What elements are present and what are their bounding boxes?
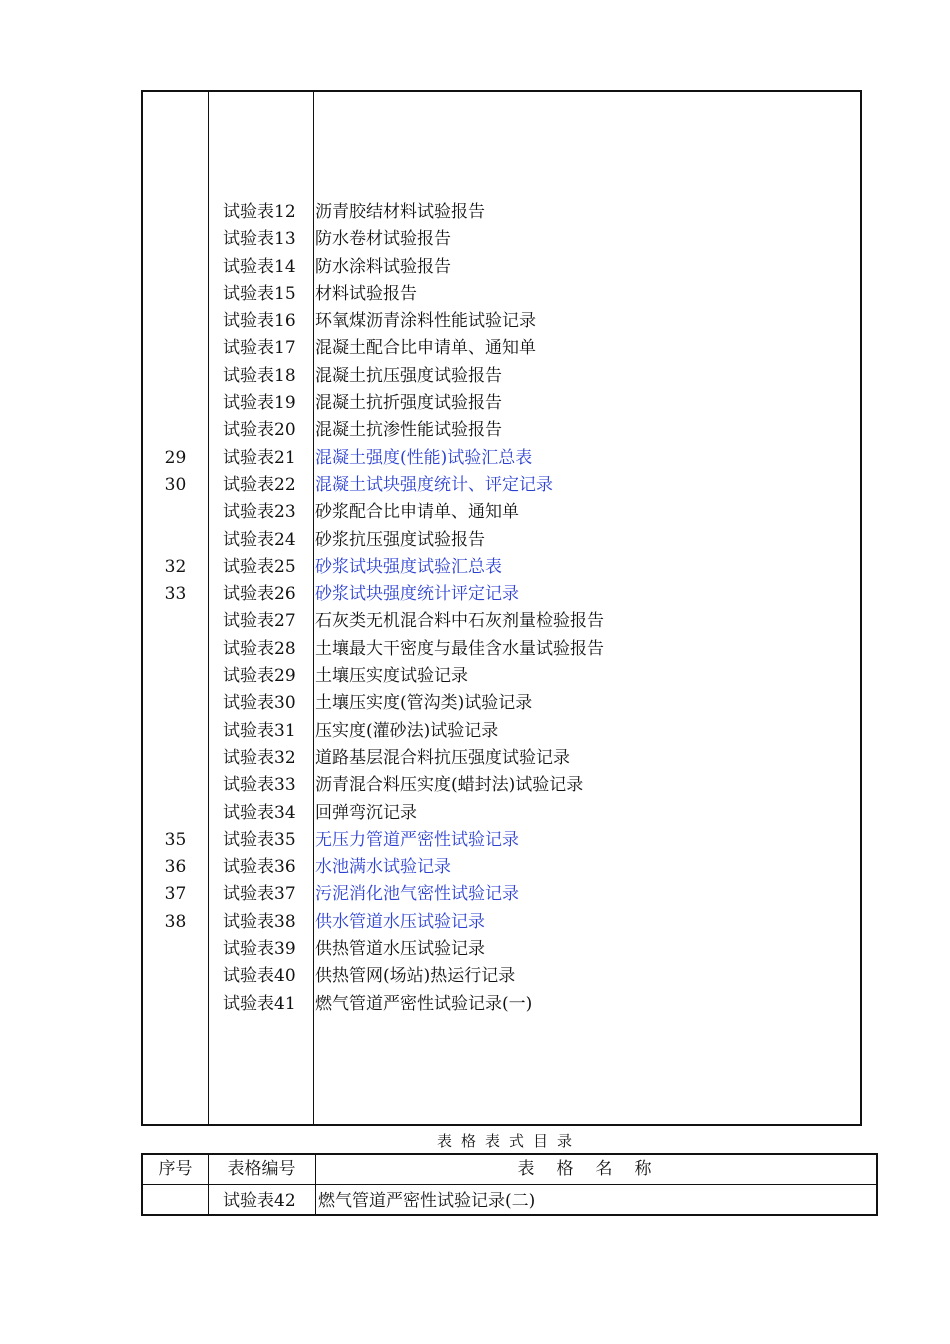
form-name: 土壤压实度(管沟类)试验记录 <box>315 693 533 714</box>
table-row <box>143 881 860 908</box>
form-code: 试验表29 <box>223 666 296 687</box>
form-code: 试验表24 <box>223 529 296 550</box>
form-code: 试验表40 <box>223 966 296 987</box>
form-code: 试验表38 <box>223 911 296 932</box>
form-name-link[interactable]: 混凝土试块强度统计、评定记录 <box>315 474 553 495</box>
form-name: 燃气管道严密性试验记录(一) <box>315 993 533 1014</box>
row-number: 33 <box>164 584 187 605</box>
form-name-link[interactable]: 砂浆试块强度试验汇总表 <box>315 556 502 577</box>
table-row <box>143 854 860 881</box>
form-code: 试验表34 <box>223 802 296 823</box>
table-row <box>143 335 860 362</box>
table-row <box>143 909 860 936</box>
header-seq: 序号 <box>158 1159 193 1179</box>
form-code: 试验表32 <box>223 747 296 768</box>
form-code: 试验表21 <box>223 447 296 468</box>
form-name: 砂浆抗压强度试验报告 <box>315 529 485 550</box>
form-name: 供热管网(场站)热运行记录 <box>315 966 516 987</box>
form-name-link[interactable]: 供水管道水压试验记录 <box>315 911 485 932</box>
table-row <box>143 254 860 281</box>
table-row <box>143 472 860 499</box>
form-code: 试验表18 <box>223 365 296 386</box>
form-code: 试验表23 <box>223 502 296 523</box>
row-number: 35 <box>164 829 187 850</box>
form-name: 混凝土抗压强度试验报告 <box>315 365 502 386</box>
table-row <box>143 800 860 827</box>
table-row <box>143 608 860 635</box>
table-row <box>143 199 860 226</box>
form-name: 石灰类无机混合料中石灰剂量检验报告 <box>315 611 604 632</box>
row-divider <box>143 1184 876 1185</box>
table-caption: 表格表式目录 <box>436 1132 581 1150</box>
form-code: 试验表37 <box>223 884 296 905</box>
table-row <box>143 281 860 308</box>
form-name-link[interactable]: 无压力管道严密性试验记录 <box>315 829 519 850</box>
form-code: 试验表17 <box>223 338 296 359</box>
form-code: 试验表12 <box>223 202 296 222</box>
form-name: 供热管道水压试验记录 <box>315 939 485 960</box>
form-name: 土壤最大干密度与最佳含水量试验报告 <box>315 638 604 659</box>
table-row <box>143 963 860 990</box>
form-code: 试验表35 <box>223 829 296 850</box>
form-code: 试验表15 <box>223 283 296 304</box>
row-number: 30 <box>164 474 187 495</box>
form-name: 土壤压实度试验记录 <box>315 666 468 687</box>
form-name: 环氧煤沥青涂料性能试验记录 <box>315 311 536 332</box>
table-row <box>143 636 860 663</box>
table-row <box>143 936 860 963</box>
table-row <box>143 417 860 444</box>
row-number: 36 <box>164 857 187 878</box>
form-code: 试验表31 <box>223 720 296 741</box>
form-name-link[interactable]: 污泥消化池气密性试验记录 <box>315 884 519 905</box>
form-code: 试验表22 <box>223 474 296 495</box>
form-name: 沥青胶结材料试验报告 <box>315 202 485 222</box>
table-row <box>143 226 860 253</box>
header-name: 表格名称 <box>517 1159 674 1179</box>
table-row <box>143 745 860 772</box>
form-code: 试验表27 <box>223 611 296 632</box>
table-row <box>143 390 860 417</box>
form-name: 混凝土抗折强度试验报告 <box>315 393 502 414</box>
row-number: 32 <box>164 556 187 577</box>
row-number: 38 <box>164 911 187 932</box>
row-number: 37 <box>164 884 187 905</box>
form-code: 试验表14 <box>223 256 296 277</box>
table-row <box>143 499 860 526</box>
header-code: 表格编号 <box>227 1159 296 1179</box>
form-code: 试验表33 <box>223 775 296 796</box>
form-name-link[interactable]: 混凝土强度(性能)试验汇总表 <box>315 447 533 468</box>
form-name: 防水卷材试验报告 <box>315 229 451 250</box>
form-code: 试验表19 <box>223 393 296 414</box>
form-code: 试验表39 <box>223 939 296 960</box>
form-name-link[interactable]: 砂浆试块强度统计评定记录 <box>315 584 519 605</box>
table-row <box>143 690 860 717</box>
last-row-code: 试验表42 <box>223 1191 296 1211</box>
table-row <box>143 581 860 608</box>
table-row <box>143 991 860 1018</box>
catalog-rows <box>143 199 860 1018</box>
form-name: 道路基层混合料抗压强度试验记录 <box>315 747 570 768</box>
table-row <box>143 445 860 472</box>
form-name-link[interactable]: 水池满水试验记录 <box>315 857 451 878</box>
form-code: 试验表16 <box>223 311 296 332</box>
table-row <box>143 363 860 390</box>
table-row <box>143 718 860 745</box>
last-row-name: 燃气管道严密性试验记录(二) <box>318 1191 536 1211</box>
table-row <box>143 554 860 581</box>
form-code: 试验表25 <box>223 556 296 577</box>
form-name: 沥青混合料压实度(蜡封法)试验记录 <box>315 775 584 796</box>
form-code: 试验表20 <box>223 420 296 441</box>
row-number: 29 <box>164 447 187 468</box>
table-row <box>143 772 860 799</box>
table-row <box>143 527 860 554</box>
form-code: 试验表28 <box>223 638 296 659</box>
form-name: 防水涂料试验报告 <box>315 256 451 277</box>
form-code: 试验表36 <box>223 857 296 878</box>
table-row <box>143 308 860 335</box>
form-name: 压实度(灌砂法)试验记录 <box>315 720 499 741</box>
form-name: 砂浆配合比申请单、通知单 <box>315 502 519 523</box>
form-name: 材料试验报告 <box>315 283 417 304</box>
catalog-header-table <box>141 1153 878 1216</box>
form-name: 混凝土配合比申请单、通知单 <box>315 338 536 359</box>
form-code: 试验表30 <box>223 693 296 714</box>
form-code: 试验表41 <box>223 993 296 1014</box>
form-code: 试验表13 <box>223 229 296 250</box>
catalog-table <box>141 90 862 1126</box>
form-name: 混凝土抗渗性能试验报告 <box>315 420 502 441</box>
form-name: 回弹弯沉记录 <box>315 802 417 823</box>
table-row <box>143 663 860 690</box>
table-row <box>143 827 860 854</box>
form-code: 试验表26 <box>223 584 296 605</box>
